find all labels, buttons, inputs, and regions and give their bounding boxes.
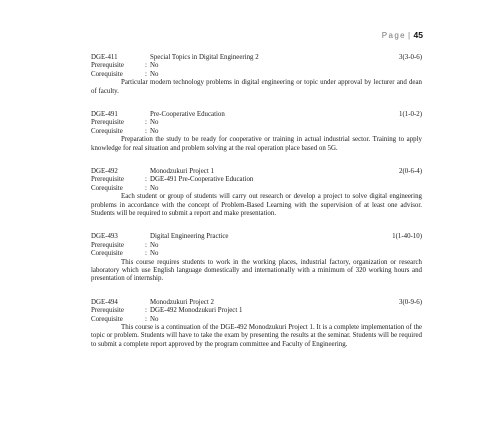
colon: : xyxy=(145,315,147,323)
corequisite-label: Corequisite xyxy=(91,184,123,192)
corequisite-row xyxy=(91,128,422,136)
prerequisite-value: DGE-492 Monodzukuri Project 1 xyxy=(150,307,243,315)
corequisite-label: Corequisite xyxy=(91,250,123,258)
course-description: This course requires students to work in the working places, industrial factory, organization or research laboratory which use English language domestically and internationally with a minimum of 320 working hours and presentation of internship. xyxy=(91,258,422,283)
colon: : xyxy=(145,127,147,135)
colon: : xyxy=(145,241,147,249)
course-heading xyxy=(91,111,422,119)
course-entry xyxy=(91,233,422,283)
corequisite-value: No xyxy=(150,315,159,323)
course-list xyxy=(91,54,422,364)
course-credits: 1(1-40-10) xyxy=(392,233,422,241)
corequisite-row xyxy=(91,250,422,258)
page-number: 45 xyxy=(413,30,423,40)
corequisite-row xyxy=(91,71,422,79)
course-code: DGE-411 xyxy=(91,54,118,61)
course-title: Digital Engineering Practice xyxy=(150,233,229,241)
prerequisite-row xyxy=(91,62,422,70)
course-code: DGE-494 xyxy=(91,298,118,306)
course-title: Special Topics in Digital Engineering 2 xyxy=(150,54,259,61)
course-code: DGE-492 xyxy=(91,167,118,175)
prerequisite-label: Prerequisite xyxy=(91,119,124,127)
course-description: Preparation the study to be ready for cooperative or training in actual industrial sector. Training to apply knowledge for real situation and problem solving at the real operation place based on 5G. xyxy=(91,136,422,152)
course-title: Monodzukuri Project 2 xyxy=(150,298,214,306)
course-credits: 3(3-0-6) xyxy=(399,54,422,61)
prerequisite-label: Prerequisite xyxy=(91,307,124,315)
colon: : xyxy=(145,184,147,192)
course-entry xyxy=(91,299,422,349)
prerequisite-row xyxy=(91,242,422,250)
page-label: Page xyxy=(381,31,407,40)
corequisite-label: Corequisite xyxy=(91,315,123,323)
colon: : xyxy=(145,62,147,70)
course-code: DGE-491 xyxy=(91,110,118,118)
course-heading xyxy=(91,168,422,176)
course-heading xyxy=(91,299,422,307)
course-entry xyxy=(91,168,422,218)
corequisite-value: No xyxy=(150,127,159,135)
colon: : xyxy=(145,119,147,127)
prerequisite-row xyxy=(91,119,422,127)
course-entry xyxy=(91,111,422,153)
prerequisite-label: Prerequisite xyxy=(91,176,124,184)
page-header xyxy=(300,30,423,40)
course-credits: 1(1-0-2) xyxy=(399,110,422,118)
prerequisite-row xyxy=(91,307,422,315)
corequisite-value: No xyxy=(150,250,159,258)
colon: : xyxy=(145,250,147,258)
corequisite-row xyxy=(91,185,422,193)
course-code: DGE-493 xyxy=(91,233,118,241)
course-heading xyxy=(91,233,422,241)
corequisite-row xyxy=(91,316,422,324)
prerequisite-value: No xyxy=(150,62,159,70)
prerequisite-value: DGE-491 Pre-Cooperative Education xyxy=(150,176,254,184)
corequisite-label: Corequisite xyxy=(91,70,123,78)
colon: : xyxy=(145,307,147,315)
page-separator: | xyxy=(408,31,412,40)
course-title: Monodzukuri Project 1 xyxy=(150,167,214,175)
prerequisite-value: No xyxy=(150,119,159,127)
prerequisite-row xyxy=(91,176,422,184)
course-heading xyxy=(91,54,422,62)
corequisite-value: No xyxy=(150,184,159,192)
corequisite-label: Corequisite xyxy=(91,127,123,135)
course-credits: 2(0-6-4) xyxy=(399,167,422,175)
course-description: Particular modern technology problems in digital engineering or topic under approval by lecturer and dean of faculty. xyxy=(91,79,422,95)
colon: : xyxy=(145,70,147,78)
prerequisite-label: Prerequisite xyxy=(91,241,124,249)
course-description: This course is a continuation of the DGE-492 Monodzukuri Project 1. It is a complete implementation of the topic or problem. Students will have to take the exam by presenting the results at the seminar. Students will be required to submit a complete report approved by the program committee and Faculty of Engineering. xyxy=(91,323,422,348)
colon: : xyxy=(145,176,147,184)
prerequisite-value: No xyxy=(150,241,159,249)
corequisite-value: No xyxy=(150,70,159,78)
course-description: Each student or group of students will carry out research or develop a project to solve digital engineering problems in accordance with the concept of Problem-Based Learning with the supervision of at least one advisor. Students will be required to submit a report and make presentation. xyxy=(91,193,422,217)
course-title: Pre-Cooperative Education xyxy=(150,110,225,118)
prerequisite-label: Prerequisite xyxy=(91,62,124,70)
course-entry xyxy=(91,54,422,96)
course-credits: 3(0-9-6) xyxy=(399,298,422,306)
